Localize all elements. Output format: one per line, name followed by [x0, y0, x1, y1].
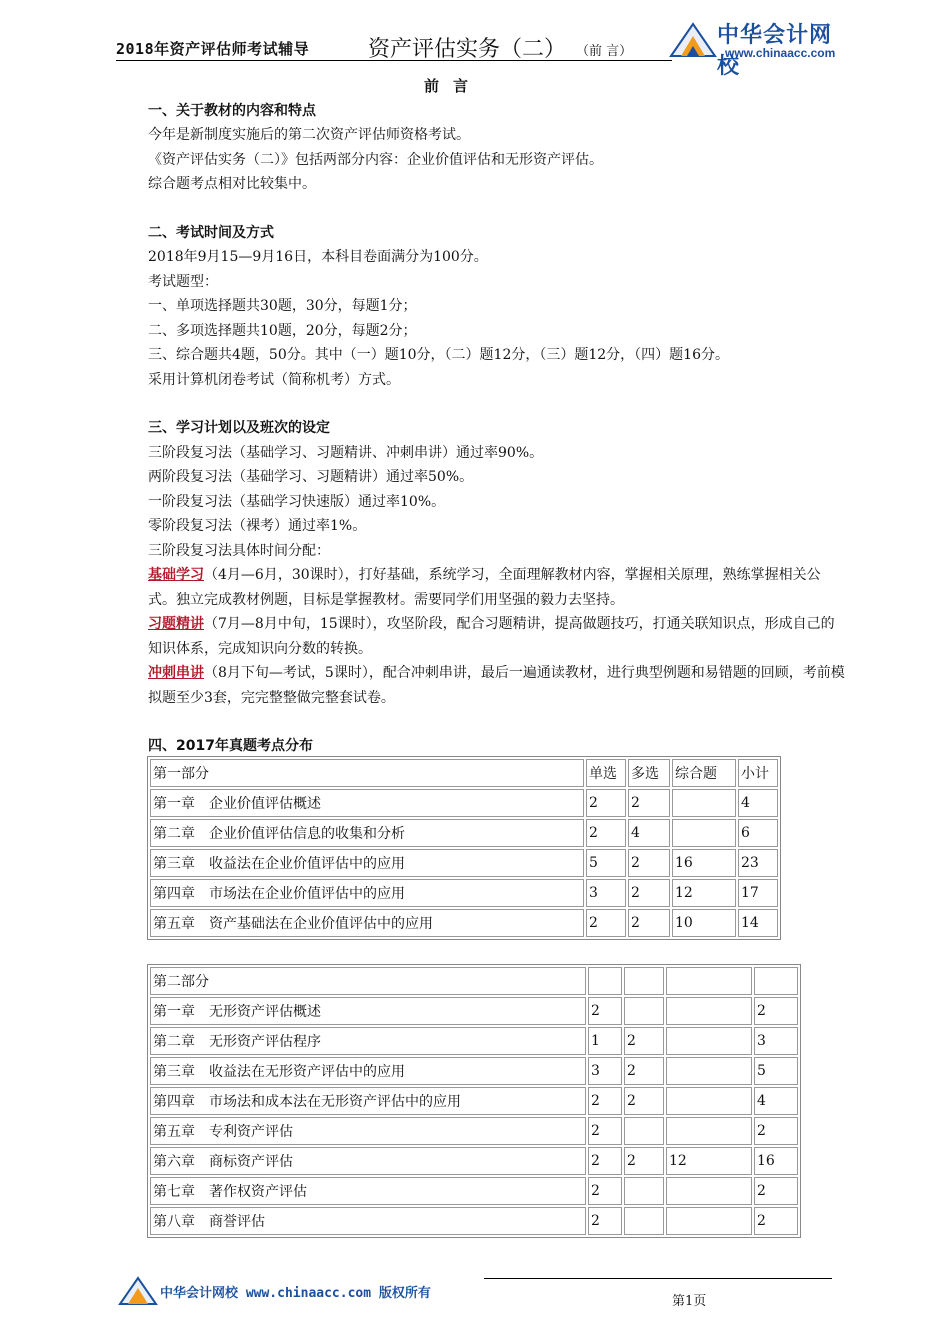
paragraph: 两阶段复习法（基础学习、习题精讲）通过率50%。 — [148, 469, 474, 485]
table-cell: 2 — [588, 997, 622, 1025]
page-number: 第1页 — [672, 1294, 707, 1309]
table-cell: 2 — [588, 1117, 622, 1145]
table-cell: 2 — [586, 909, 626, 937]
table-cell: 1 — [588, 1027, 622, 1055]
table-header-row — [150, 759, 778, 787]
table-row — [150, 1147, 798, 1175]
table-header-row — [150, 967, 798, 995]
table-header-cell — [754, 967, 798, 995]
stage-3-text: （8月下旬—考试，5课时），配合冲刺串讲，最后一遍通读教材，进行典型例题和易错题的回顾，考前模拟题至少3套，完完整整做完整套试卷。 — [148, 665, 845, 706]
table-row — [150, 1057, 798, 1085]
paragraph: 三阶段复习法具体时间分配： — [148, 542, 330, 559]
table-row — [150, 819, 778, 847]
table-cell — [666, 997, 752, 1025]
paragraph: 《资产评估实务（二）》包括两部分内容：企业价值评估和无形资产评估。 — [148, 151, 603, 168]
table-row — [150, 997, 798, 1025]
stage-1-paragraph — [148, 563, 848, 612]
table-cell: 12 — [672, 879, 736, 907]
section-2-title: 二、考试时间及方式 — [148, 224, 274, 241]
table-cell — [672, 819, 736, 847]
header-title: 资产评估实务（二） — [368, 37, 567, 62]
paragraph: 零阶段复习法（裸考）通过率1%。 — [148, 518, 367, 534]
table-header-cell — [588, 967, 622, 995]
table-cell: 4 — [738, 789, 778, 817]
table-header-cell: 小计 — [738, 759, 778, 787]
table-cell: 2 — [628, 879, 670, 907]
table-cell: 第五章 资产基础法在企业价值评估中的应用 — [150, 909, 584, 937]
table-cell: 6 — [738, 819, 778, 847]
logo-triangle-icon — [667, 20, 717, 60]
table-header-cell: 单选 — [586, 759, 626, 787]
table-cell: 2 — [586, 819, 626, 847]
table-cell: 第五章 专利资产评估 — [150, 1117, 586, 1145]
table-cell: 第四章 市场法和成本法在无形资产评估中的应用 — [150, 1087, 586, 1115]
footer-copyright: 中华会计网校 www.chinaacc.com 版权所有 — [160, 1286, 431, 1301]
logo-name: 中华会计网校 — [717, 22, 833, 78]
table-cell — [624, 1207, 664, 1235]
table-cell — [666, 1207, 752, 1235]
section-3-title: 三、学习计划以及班次的设定 — [148, 420, 330, 436]
table-cell: 10 — [672, 909, 736, 937]
paragraph: 2018年9月15—9月16日，本科目卷面满分为100分。 — [148, 249, 488, 265]
table-cell: 12 — [666, 1147, 752, 1175]
table-cell: 第七章 著作权资产评估 — [150, 1177, 586, 1205]
section-4-title: 四、2017年真题考点分布 — [148, 738, 313, 754]
table-row — [150, 1207, 798, 1235]
table-cell: 2 — [588, 1207, 622, 1235]
page-footer — [116, 1270, 836, 1310]
table-cell: 2 — [624, 1087, 664, 1115]
table-header-cell — [666, 967, 752, 995]
table-cell: 3 — [754, 1027, 798, 1055]
paragraph: 综合题考点相对比较集中。 — [148, 176, 316, 192]
stage-2-text: （7月—8月中旬，15课时），攻坚阶段，配合习题精讲，提高做题技巧，打通关联知识点，形成自己的知识体系，完成知识向分数的转换。 — [148, 616, 835, 657]
table-cell: 5 — [586, 849, 626, 877]
table-cell: 2 — [624, 1057, 664, 1085]
table-cell — [672, 789, 736, 817]
paragraph: 考试题型： — [148, 273, 218, 290]
table-cell: 4 — [754, 1087, 798, 1115]
table-cell: 2 — [624, 1147, 664, 1175]
table-cell: 23 — [738, 849, 778, 877]
table-cell: 第一章 企业价值评估概述 — [150, 789, 584, 817]
table-header-cell: 综合题 — [672, 759, 736, 787]
document-body — [148, 74, 848, 759]
paragraph: 三、综合题共4题，50分。其中（一）题10分，（二）题12分，（三）题12分，（四）题16分。 — [148, 347, 729, 363]
table-header-cell: 第一部分 — [150, 759, 584, 787]
header-course: 2018年资产评估师考试辅导 — [116, 40, 310, 58]
table-cell: 3 — [588, 1057, 622, 1085]
table-cell: 2 — [754, 1117, 798, 1145]
table-cell: 2 — [588, 1147, 622, 1175]
table-row — [150, 1027, 798, 1055]
footer-rule — [484, 1278, 832, 1279]
table-cell — [666, 1117, 752, 1145]
table-cell: 16 — [754, 1147, 798, 1175]
table-cell: 5 — [754, 1057, 798, 1085]
table-cell: 第二章 无形资产评估程序 — [150, 1027, 586, 1055]
table-row — [150, 879, 778, 907]
table-cell: 2 — [588, 1177, 622, 1205]
table-cell: 第三章 收益法在企业价值评估中的应用 — [150, 849, 584, 877]
table-row — [150, 789, 778, 817]
table-part-2 — [147, 964, 801, 1238]
table-part-1 — [147, 756, 781, 940]
stage-1-link[interactable]: 基础学习 — [148, 567, 204, 583]
header-subtitle: （前 言） — [576, 44, 633, 59]
page-title: 前言 — [423, 77, 482, 95]
table-cell: 14 — [738, 909, 778, 937]
paragraph: 今年是新制度实施后的第二次资产评估师资格考试。 — [148, 127, 470, 143]
table-cell — [624, 1117, 664, 1145]
table-row — [150, 1177, 798, 1205]
stage-2-paragraph — [148, 612, 848, 661]
table-cell — [666, 1087, 752, 1115]
table-header-cell: 多选 — [628, 759, 670, 787]
header-rule — [116, 60, 672, 61]
table-cell: 2 — [588, 1087, 622, 1115]
table-cell: 3 — [586, 879, 626, 907]
logo — [667, 16, 847, 78]
table-cell: 2 — [628, 849, 670, 877]
table-cell — [666, 1027, 752, 1055]
table-header-cell: 第二部分 — [150, 967, 586, 995]
table-cell: 第三章 收益法在无形资产评估中的应用 — [150, 1057, 586, 1085]
table-cell: 第二章 企业价值评估信息的收集和分析 — [150, 819, 584, 847]
table-cell: 2 — [586, 789, 626, 817]
stage-2-link[interactable]: 习题精讲 — [148, 616, 204, 632]
table-row — [150, 1087, 798, 1115]
table-cell: 第八章 商誉评估 — [150, 1207, 586, 1235]
paragraph: 一、单项选择题共30题，30分，每题1分； — [148, 298, 417, 314]
table-cell — [666, 1057, 752, 1085]
table-cell — [666, 1177, 752, 1205]
table-cell: 第六章 商标资产评估 — [150, 1147, 586, 1175]
table-cell — [624, 1177, 664, 1205]
table-header-cell — [624, 967, 664, 995]
paragraph: 采用计算机闭卷考试（简称机考）方式。 — [148, 371, 400, 388]
stage-1-text: （4月—6月，30课时），打好基础，系统学习，全面理解教材内容，掌握相关原理，熟练掌握相关公式。独立完成教材例题，目标是掌握教材。需要同学们用坚强的毅力去坚持。 — [148, 567, 821, 608]
table-cell: 4 — [628, 819, 670, 847]
table-row — [150, 1117, 798, 1145]
stage-3-link[interactable]: 冲刺串讲 — [148, 665, 204, 681]
paragraph: 一阶段复习法（基础学习快速版）通过率10%。 — [148, 493, 446, 510]
table-cell: 第一章 无形资产评估概述 — [150, 997, 586, 1025]
table-cell: 2 — [628, 789, 670, 817]
stage-3-paragraph — [148, 661, 848, 710]
table-row — [150, 909, 778, 937]
table-cell — [624, 997, 664, 1025]
table-cell: 2 — [754, 1177, 798, 1205]
table-cell: 2 — [628, 909, 670, 937]
table-cell: 第四章 市场法在企业价值评估中的应用 — [150, 879, 584, 907]
paragraph: 三阶段复习法（基础学习、习题精讲、冲刺串讲）通过率90%。 — [148, 444, 544, 461]
section-1-title: 一、关于教材的内容和特点 — [148, 102, 316, 119]
logo-url: www.chinaacc.com — [725, 46, 836, 60]
table-cell: 17 — [738, 879, 778, 907]
table-row — [150, 849, 778, 877]
footer-logo-icon — [118, 1274, 158, 1308]
table-cell: 16 — [672, 849, 736, 877]
page-header — [116, 22, 836, 78]
paragraph: 二、多项选择题共10题，20分，每题2分； — [148, 322, 417, 339]
table-cell: 2 — [624, 1027, 664, 1055]
table-cell: 2 — [754, 997, 798, 1025]
table-cell: 2 — [754, 1207, 798, 1235]
